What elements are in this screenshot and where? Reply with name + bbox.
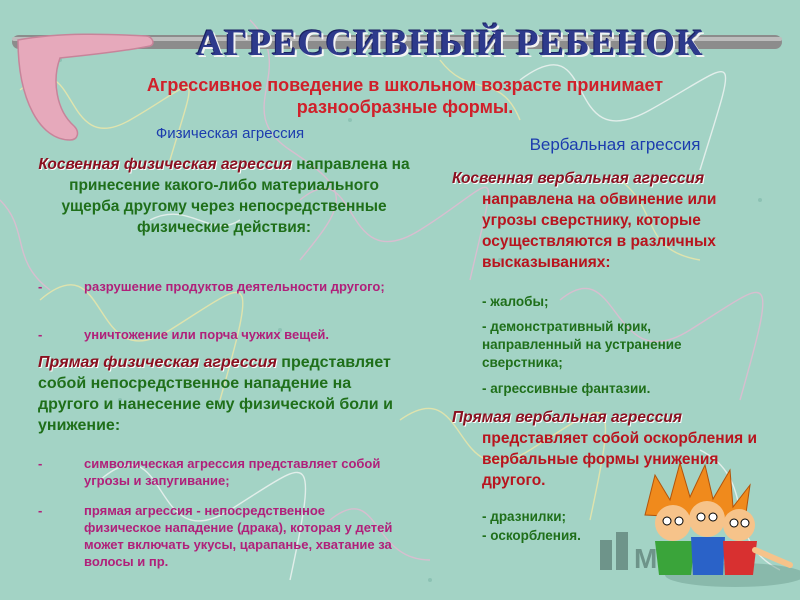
- direct-verbal-definition: [452, 407, 772, 491]
- physical-aggression-heading: Физическая агрессия: [155, 125, 305, 142]
- direct-physical-definition: [38, 352, 410, 436]
- indirect-verbal-definition: [452, 168, 772, 273]
- list-item-text: символическая агрессия представляет собой угрозы и запугивание;: [84, 456, 381, 488]
- list-bullet: -: [38, 503, 43, 518]
- slide-subtitle: [60, 74, 750, 118]
- indirect-physical-definition: [38, 154, 410, 238]
- list-item-text: разрушение продуктов деятельности другого;: [84, 279, 385, 294]
- list-item: [38, 502, 418, 578]
- list-item: - дразнилки;: [482, 509, 567, 524]
- indirect-physical-text: направлена на принесение какого-либо материального ущерба другому через непосредственные физические действия:: [61, 156, 410, 236]
- direct-verbal-term: Прямая вербальная агрессия: [452, 409, 683, 426]
- list-item: [38, 326, 418, 346]
- direct-physical-text: представляет собой непосредственное нападение на другого и нанесение ему физической боли и унижение:: [38, 354, 393, 434]
- indirect-physical-term: Косвенная физическая агрессия: [38, 156, 292, 173]
- list-item: [38, 278, 418, 314]
- subtitle-line-1: Агрессивное поведение в школьном возрасте принимает: [146, 75, 664, 95]
- list-item-text: уничтожение или порча чужих вещей.: [84, 327, 330, 342]
- list-item: - демонстративный крик, направленный на устранение сверстника;: [482, 319, 682, 370]
- svg-text:M: M: [634, 543, 658, 574]
- indirect-verbal-text: направлена на обвинение или угрозы сверстнику, которые осуществляются в различных высказываниях:: [482, 191, 717, 271]
- slide-title: АГРЕССИВНЫЙ РЕБЕНОК: [196, 23, 704, 64]
- list-item: [38, 455, 418, 491]
- list-item: - оскорбления.: [482, 528, 581, 543]
- direct-physical-term: Прямая физическая агрессия: [38, 354, 277, 371]
- list-item-text: прямая агрессия - непосредственное физическое нападение (драка), которая у детей может включать укусы, царапанье, хватание за волосы и пр.: [84, 503, 393, 569]
- verbal-aggression-heading: Вербальная агрессия: [529, 135, 701, 154]
- indirect-verbal-term: Косвенная вербальная агрессия: [452, 170, 705, 187]
- direct-verbal-text: представляет собой оскорбления и вербальные формы унижения другого.: [482, 430, 758, 489]
- list-item: - агрессивные фантазии.: [482, 381, 651, 396]
- list-bullet: -: [38, 456, 43, 471]
- list-bullet: -: [38, 327, 43, 342]
- list-item: - жалобы;: [482, 294, 549, 309]
- list-bullet: -: [38, 279, 43, 294]
- subtitle-line-2: разнообразные формы.: [296, 97, 514, 117]
